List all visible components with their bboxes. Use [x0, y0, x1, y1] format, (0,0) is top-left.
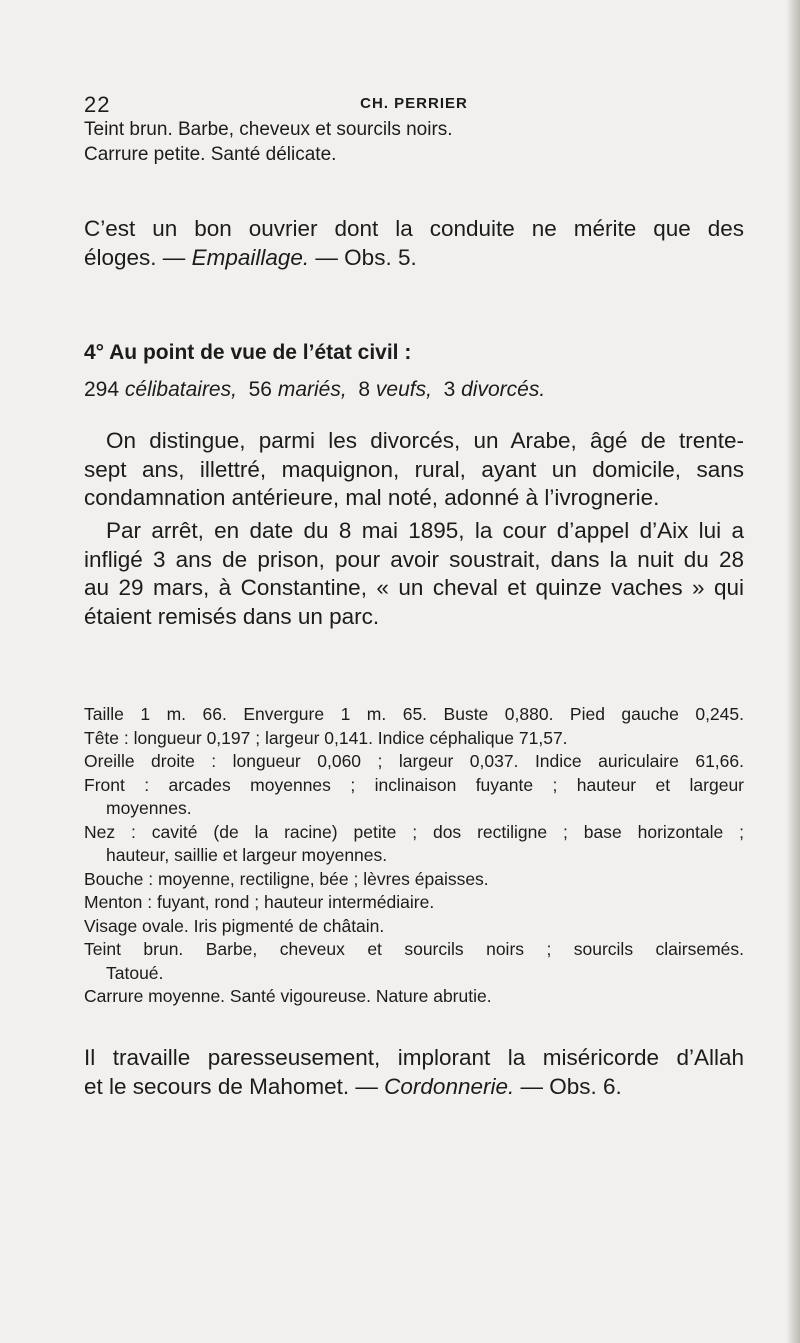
measurement-line: Taille 1 m. 66. Envergure 1 m. 65. Buste 0,880. Pied gauche 0,245.: [84, 704, 744, 724]
text-line: [84, 244, 744, 273]
text-fragment: éloges. —: [84, 244, 186, 270]
text-line: étaient remisés dans un parc.: [84, 603, 380, 629]
stat-label: mariés,: [277, 378, 347, 401]
running-head: [84, 92, 744, 116]
text-fragment: — Obs. 5.: [315, 244, 417, 270]
text-line: [84, 1073, 744, 1102]
running-title: CH. PERRIER: [360, 95, 468, 112]
text-line: On distingue, parmi les divorcés, un Arabe, âgé de trente-: [106, 428, 744, 453]
narrative-paragraph-2: [84, 517, 744, 631]
measurement-line: Oreille droite : longueur 0,060 ; largeur 0,037. Indice auriculaire 61,66.: [84, 751, 744, 771]
measurement-line: Tatoué.: [106, 962, 164, 983]
stat-label: veufs,: [375, 378, 432, 401]
measurement-line: Tête : longueur 0,197 ; largeur 0,141. Indice céphalique 71,57.: [84, 727, 568, 748]
measurement-line: Visage ovale. Iris pigmenté de châtain.: [84, 915, 385, 936]
trade-name: Empaillage.: [191, 244, 310, 270]
text-line: sept ans, illettré, maquignon, rural, ayant un domicile, sans: [84, 456, 744, 482]
measurement-line: Nez : cavité (de la racine) petite ; dos rectiligne ; base horizontale ;: [84, 821, 744, 842]
text-line: Carrure petite. Santé délicate.: [84, 144, 337, 165]
page-edge-shadow: [786, 0, 800, 1343]
narrative-paragraph-1: [84, 427, 744, 513]
measurement-line: hauteur, saillie et largeur moyennes.: [106, 845, 388, 865]
text-line: C’est un bon ouvrier dont la conduite ne mérite que des: [84, 216, 744, 241]
opening-description: [84, 117, 744, 167]
text-fragment: et le secours de Mahomet. —: [84, 1073, 378, 1099]
text-line: Par arrêt, en date du 8 mai 1895, la cour d’appel d’Aix lui a: [106, 518, 744, 543]
stat-label: divorcés.: [461, 378, 546, 401]
measurement-line: Front : arcades moyennes ; inclinaison fuyante ; hauteur et largeur: [84, 774, 744, 795]
stat-count: 8: [358, 378, 371, 401]
measurement-line: Menton : fuyant, rond ; hauteur intermédiaire.: [84, 892, 435, 912]
text-line: au 29 mars, à Constantine, « un cheval et quinze vaches » qui: [84, 575, 744, 600]
measurement-line: Teint brun. Barbe, cheveux et sourcils noirs ; sourcils clairsemés.: [84, 939, 744, 959]
text-fragment: — Obs. 6.: [520, 1073, 622, 1099]
text-line: Il travaille paresseusement, implorant la miséricorde d’Allah: [84, 1045, 744, 1070]
stat-count: 3: [443, 378, 456, 401]
text-line: Teint brun. Barbe, cheveux et sourcils noirs.: [84, 119, 453, 140]
stat-label: célibataires,: [124, 378, 237, 401]
section-heading: 4° Au point de vue de l’état civil :: [84, 341, 412, 364]
page-number: 22: [84, 92, 111, 117]
stat-count: 294: [84, 378, 120, 401]
text-line: infligé 3 ans de prison, pour avoir soustrait, dans la nuit du 28: [84, 546, 744, 572]
measurement-line: Bouche : moyenne, rectiligne, bée ; lèvres épaisses.: [84, 868, 489, 889]
measurement-line: Carrure moyenne. Santé vigoureuse. Nature abrutie.: [84, 986, 492, 1006]
measurements-block: [84, 703, 744, 1009]
stat-count: 56: [248, 378, 272, 401]
trade-name: Cordonnerie.: [384, 1073, 515, 1099]
civil-status-stats: [84, 378, 744, 402]
text-line: condamnation antérieure, mal noté, adonné à l’ivrognerie.: [84, 485, 660, 510]
measurement-line: moyennes.: [106, 798, 192, 818]
conduct-note-2: [84, 1044, 744, 1101]
conduct-note-1: [84, 215, 744, 272]
